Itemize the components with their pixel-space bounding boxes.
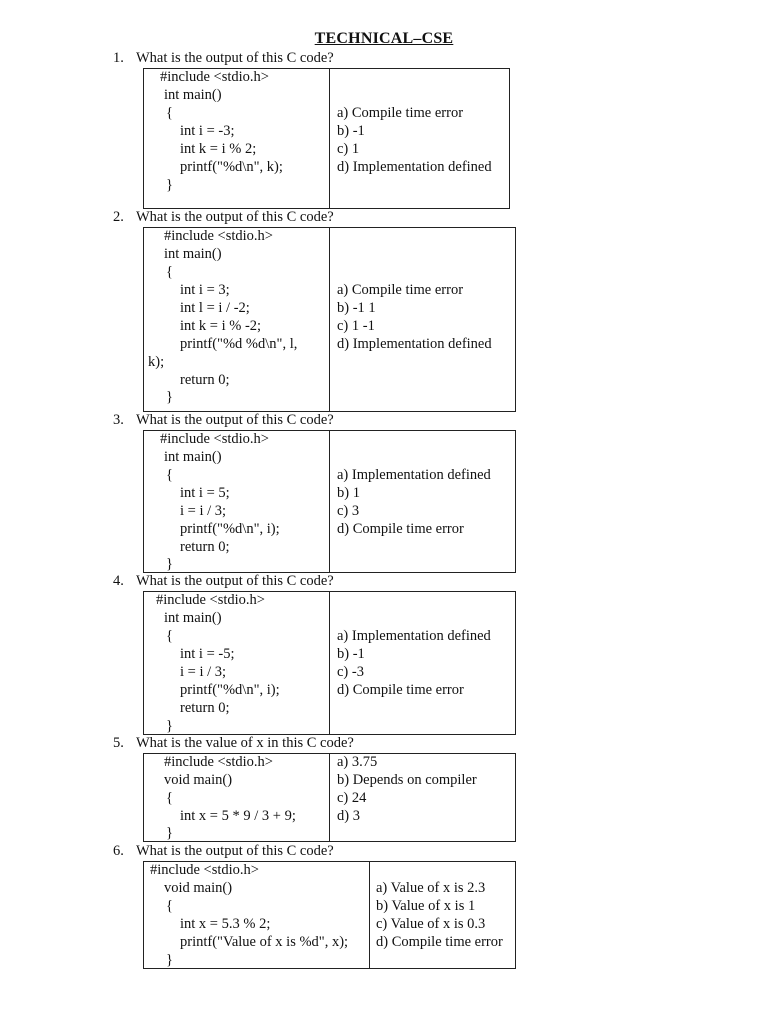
code-line: { (166, 790, 173, 806)
code-line: k); (148, 354, 165, 370)
option-a: a) Value of x is 2.3 (376, 880, 486, 896)
code-line: int i = -5; (180, 646, 235, 662)
option-b: b) Depends on compiler (337, 772, 477, 788)
options-cell (330, 228, 516, 411)
option-c: c) Value of x is 0.3 (376, 916, 486, 932)
option-c: c) 24 (337, 790, 367, 806)
option-d: d) 3 (337, 808, 360, 824)
code-line: int i = 5; (180, 485, 230, 501)
code-line: #include <stdio.h> (164, 228, 273, 244)
code-line: i = i / 3; (180, 503, 227, 519)
question-2-box (143, 227, 516, 412)
option-d: d) Implementation defined (337, 159, 492, 175)
code-line: int l = i / -2; (180, 300, 250, 316)
option-a: a) Compile time error (337, 282, 464, 298)
options-cell (330, 69, 510, 208)
question-text: What is the output of this C code? (136, 412, 334, 428)
code-line: printf("%d\n", k); (180, 159, 283, 175)
code-line: int k = i % -2; (180, 318, 262, 334)
option-b: b) Value of x is 1 (376, 898, 476, 914)
question-text: What is the output of this C code? (136, 573, 334, 589)
option-a: a) Implementation defined (337, 467, 491, 483)
question-number: 3. (113, 412, 124, 428)
option-b: b) 1 (337, 485, 360, 501)
code-line: return 0; (180, 539, 230, 555)
option-d: d) Implementation defined (337, 336, 492, 352)
question-text: What is the value of x in this C code? (136, 735, 354, 751)
code-line: #include <stdio.h> (150, 862, 259, 878)
option-c: c) 1 (337, 141, 360, 157)
code-line: } (166, 825, 173, 841)
page-title: TECHNICAL–CSE (314, 30, 454, 47)
code-line: } (166, 389, 173, 405)
code-line: #include <stdio.h> (160, 431, 269, 447)
options-cell (330, 592, 516, 734)
code-line: int i = 3; (180, 282, 230, 298)
question-number: 1. (113, 50, 124, 66)
code-cell (144, 862, 370, 968)
question-number: 4. (113, 573, 124, 589)
code-line: return 0; (180, 700, 230, 716)
option-d: d) Compile time error (337, 682, 464, 698)
code-line: return 0; (180, 372, 230, 388)
option-a: a) 3.75 (337, 754, 378, 770)
option-d: d) Compile time error (337, 521, 464, 537)
code-cell (144, 754, 330, 841)
code-line: printf("Value of x is %d", x); (180, 934, 349, 950)
code-line: } (166, 177, 173, 193)
option-c: c) 1 -1 (337, 318, 375, 334)
code-line: { (166, 264, 173, 280)
code-line: int k = i % 2; (180, 141, 257, 157)
code-line: int x = 5 * 9 / 3 + 9; (180, 808, 296, 824)
code-line: { (166, 105, 173, 121)
code-line: void main() (164, 772, 233, 788)
question-4-box (143, 591, 516, 735)
option-c: c) -3 (337, 664, 364, 680)
code-line: i = i / 3; (180, 664, 227, 680)
options-cell (330, 431, 516, 572)
option-a: a) Compile time error (337, 105, 464, 121)
options-cell (370, 862, 516, 968)
question-number: 5. (113, 735, 124, 751)
code-line: int main() (164, 87, 222, 103)
code-line: int main() (164, 610, 222, 626)
option-a: a) Implementation defined (337, 628, 491, 644)
option-b: b) -1 1 (337, 300, 376, 316)
option-b: b) -1 (337, 646, 365, 662)
question-6-box (143, 861, 516, 969)
question-text: What is the output of this C code? (136, 843, 334, 859)
code-line: printf("%d\n", i); (180, 521, 280, 537)
code-line: } (166, 556, 173, 572)
code-line: #include <stdio.h> (156, 592, 265, 608)
code-line: { (166, 628, 173, 644)
code-line: int x = 5.3 % 2; (180, 916, 271, 932)
option-c: c) 3 (337, 503, 360, 519)
options-cell (330, 754, 516, 841)
code-line: { (166, 898, 173, 914)
question-text: What is the output of this C code? (136, 50, 334, 66)
code-cell (144, 431, 330, 572)
question-5-box (143, 753, 516, 842)
option-d: d) Compile time error (376, 934, 503, 950)
code-line: int main() (164, 246, 222, 262)
question-number: 2. (113, 209, 124, 225)
question-number: 6. (113, 843, 124, 859)
question-1-box (143, 68, 510, 209)
code-line: { (166, 467, 173, 483)
code-line: int i = -3; (180, 123, 235, 139)
code-line: #include <stdio.h> (164, 754, 273, 770)
code-line: } (166, 718, 173, 734)
code-line: } (166, 952, 173, 968)
code-line: printf("%d\n", i); (180, 682, 280, 698)
code-line: int main() (164, 449, 222, 465)
code-line: printf("%d %d\n", l, (180, 336, 298, 352)
code-cell (144, 228, 330, 411)
question-text: What is the output of this C code? (136, 209, 334, 225)
code-cell (144, 69, 330, 208)
option-b: b) -1 (337, 123, 365, 139)
code-line: void main() (164, 880, 233, 896)
question-3-box (143, 430, 516, 573)
code-line: #include <stdio.h> (160, 69, 269, 85)
code-cell (144, 592, 330, 734)
